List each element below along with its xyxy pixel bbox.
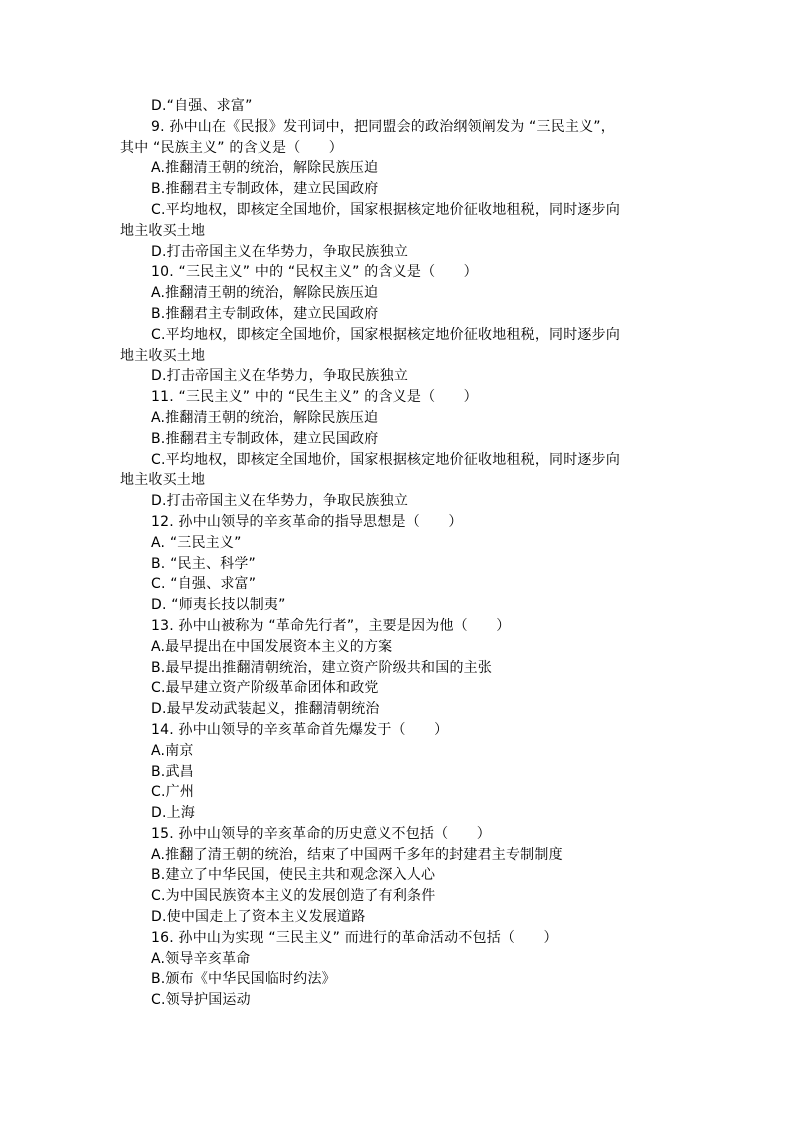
option-line: B.武昌	[151, 763, 194, 780]
question-line: 16. 孙中山为实现 “三民主义” 而进行的革命活动不包括（ ）	[151, 929, 558, 946]
option-continuation: 地主收买土地	[120, 347, 206, 364]
option-line: A.南京	[151, 742, 194, 759]
option-line: C.平均地权，即核定全国地价，国家根据核定地价征收地租税，同时逐步向	[151, 201, 621, 218]
option-line: B. “民主、科学”	[151, 555, 257, 572]
question-line: 15. 孙中山领导的辛亥革命的历史意义不包括（ ）	[151, 825, 491, 842]
option-line: D. “师夷长技以制夷”	[151, 597, 286, 614]
option-line: D.打击帝国主义在华势力，争取民族独立	[151, 368, 409, 385]
option-line: B.颁布《中华民国临时约法》	[151, 971, 336, 988]
question-line: 12. 孙中山领导的辛亥革命的指导思想是（ ）	[151, 513, 463, 530]
option-line: C. “自强、求富”	[151, 576, 257, 593]
option-line: C.为中国民族资本主义的发展创造了有利条件	[151, 888, 436, 905]
option-line: D.打击帝国主义在华势力，争取民族独立	[151, 243, 409, 260]
option-line: B.最早提出推翻清朝统治，建立资产阶级共和国的主张	[151, 659, 493, 676]
option-line: D.打击帝国主义在华势力，争取民族独立	[151, 493, 409, 510]
question-continuation: 其中 “民族主义” 的含义是（ ）	[120, 139, 344, 156]
question-line: 9. 孙中山在《民报》发刊词中，把同盟会的政治纲领阐发为 “三民主义”，	[151, 118, 615, 135]
question-line: 14. 孙中山领导的辛亥革命首先爆发于（ ）	[151, 721, 449, 738]
option-line: D.“自强、求富”	[151, 98, 253, 114]
option-line: B.推翻君主专制政体，建立民国政府	[151, 430, 379, 447]
question-line: 10. “三民主义” 中的 “民权主义” 的含义是（ ）	[151, 264, 478, 281]
option-line: A.推翻清王朝的统治，解除民族压迫	[151, 409, 379, 426]
question-line: 13. 孙中山被称为 “革命先行者”，主要是因为他（ ）	[151, 617, 511, 634]
option-line: B.建立了中华民国，使民主共和观念深入人心	[151, 867, 436, 884]
option-continuation: 地主收买土地	[120, 222, 206, 239]
option-line: D.上海	[151, 805, 196, 822]
option-line: A.推翻清王朝的统治，解除民族压迫	[151, 160, 379, 177]
option-line: B.推翻君主专制政体，建立民国政府	[151, 181, 379, 198]
option-line: C.领导护国运动	[151, 992, 251, 1009]
option-line: A.推翻了清王朝的统治，结束了中国两千多年的封建君主专制制度	[151, 846, 563, 863]
option-line: D.使中国走上了资本主义发展道路	[151, 909, 366, 926]
option-continuation: 地主收买土地	[120, 472, 206, 489]
option-line: D.最早发动武装起义，推翻清朝统治	[151, 701, 380, 718]
document-page	[0, 96, 794, 1011]
option-line: C.平均地权，即核定全国地价，国家根据核定地价征收地租税，同时逐步向	[151, 451, 621, 468]
option-line: A.领导辛亥革命	[151, 950, 251, 967]
option-line: C.最早建立资产阶级革命团体和政党	[151, 680, 379, 697]
option-line: A.最早提出在中国发展资本主义的方案	[151, 638, 393, 655]
option-line: A.推翻清王朝的统治，解除民族压迫	[151, 285, 379, 302]
option-line: B.推翻君主专制政体，建立民国政府	[151, 305, 379, 322]
option-line: C.平均地权，即核定全国地价，国家根据核定地价征收地租税，同时逐步向	[151, 326, 621, 343]
question-line: 11. “三民主义” 中的 “民生主义” 的含义是（ ）	[151, 389, 478, 406]
option-line: C.广州	[151, 784, 195, 801]
option-line: A. “三民主义”	[151, 534, 242, 551]
